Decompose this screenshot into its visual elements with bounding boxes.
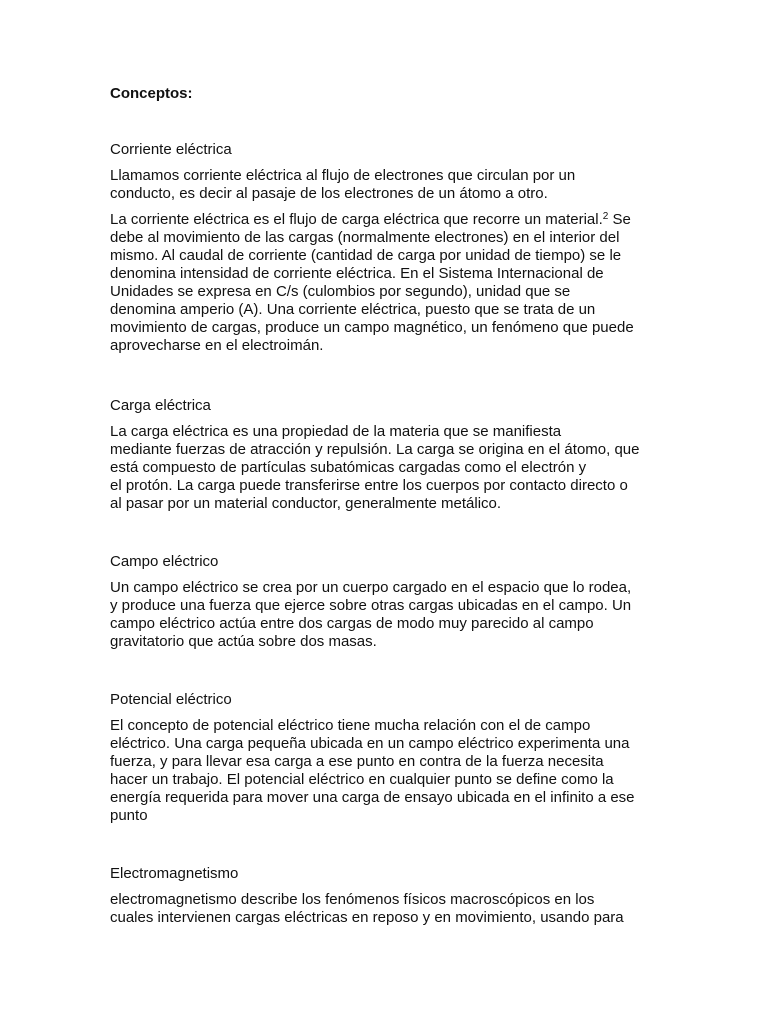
paragraph (110, 717, 662, 825)
text-line: al pasar por un material conductor, generalmente metálico. (110, 495, 502, 512)
text-line: debe al movimiento de las cargas (normalmente electrones) en el interior del (110, 229, 620, 246)
paragraph (110, 423, 662, 513)
text-line-with-footnote (110, 211, 662, 229)
text-line: punto (110, 807, 148, 824)
document-title: Conceptos: (110, 85, 193, 102)
paragraph (110, 891, 662, 927)
section-campo-electrico (110, 553, 662, 659)
text-line: El concepto de potencial eléctrico tiene mucha relación con el de campo (110, 717, 591, 734)
text-line: denomina intensidad de corriente eléctrica. En el Sistema Internacional de (110, 265, 604, 282)
section-heading: Potencial eléctrico (110, 691, 232, 708)
text-line: hacer un trabajo. El potencial eléctrico en cualquier punto se define como la (110, 771, 614, 788)
section-carga-electrica (110, 397, 662, 521)
text-line: Unidades se expresa en C/s (culombios por segundo), unidad que se (110, 283, 571, 300)
text-line-tail: Se (608, 211, 631, 228)
text-line: conducto, es decir al pasaje de los electrones de un átomo a otro. (110, 185, 548, 202)
text-line: denomina amperio (A). Una corriente eléctrica, puesto que se trata de un (110, 301, 596, 318)
section-corriente-electrica (110, 141, 662, 363)
footnote-reference: 2 (602, 211, 609, 222)
text-line: aprovecharse en el electroimán. (110, 337, 324, 354)
text-line: movimiento de cargas, produce un campo magnético, un fenómeno que puede (110, 319, 634, 336)
text-line: mediante fuerzas de atracción y repulsión. La carga se origina en el átomo, que (110, 441, 640, 458)
section-heading: Electromagnetismo (110, 865, 239, 882)
section-heading: Carga eléctrica (110, 397, 211, 414)
text-line: electromagnetismo describe los fenómenos físicos macroscópicos en los (110, 891, 595, 908)
section-electromagnetismo (110, 865, 662, 935)
text-line: Un campo eléctrico se crea por un cuerpo cargado en el espacio que lo rodea, (110, 579, 632, 596)
text-line: eléctrico. Una carga pequeña ubicada en un campo eléctrico experimenta una (110, 735, 630, 752)
text-line: La corriente eléctrica es el flujo de carga eléctrica que recorre un material. (110, 211, 603, 228)
text-line: La carga eléctrica es una propiedad de la materia que se manifiesta (110, 423, 562, 440)
text-line: Llamamos corriente eléctrica al flujo de electrones que circulan por un (110, 167, 576, 184)
section-heading: Corriente eléctrica (110, 141, 232, 158)
text-line: fuerza, y para llevar esa carga a ese punto en contra de la fuerza necesita (110, 753, 604, 770)
text-line: campo eléctrico actúa entre dos cargas de modo muy parecido al campo (110, 615, 594, 632)
text-line: está compuesto de partículas subatómicas cargadas como el electrón y (110, 459, 587, 476)
text-line: mismo. Al caudal de corriente (cantidad de carga por unidad de tiempo) se le (110, 247, 622, 264)
paragraph (110, 167, 662, 203)
text-line: energía requerida para mover una carga de ensayo ubicada en el infinito a ese (110, 789, 635, 806)
text-line: cuales intervienen cargas eléctricas en reposo y en movimiento, usando para (110, 909, 624, 926)
paragraph (110, 211, 662, 355)
section-potencial-electrico (110, 691, 662, 833)
text-line: el protón. La carga puede transferirse entre los cuerpos por contacto directo o (110, 477, 628, 494)
text-line: y produce una fuerza que ejerce sobre otras cargas ubicadas en el campo. Un (110, 597, 632, 614)
paragraph (110, 579, 662, 651)
section-heading: Campo eléctrico (110, 553, 219, 570)
text-line: gravitatorio que actúa sobre dos masas. (110, 633, 377, 650)
